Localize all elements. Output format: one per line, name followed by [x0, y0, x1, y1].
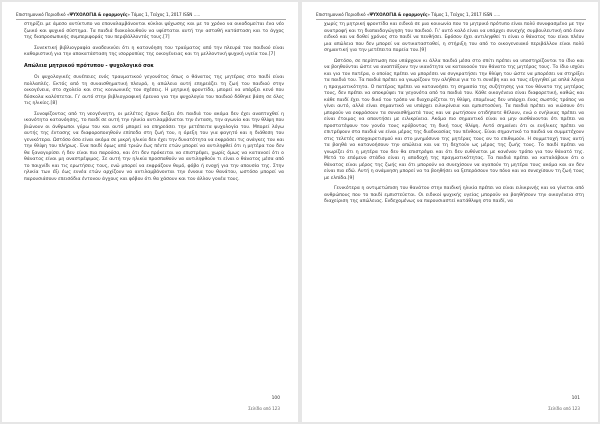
paragraph: χωρίς τη μητρική φροντίδα και ειδικά σε μια κοινωνία που το μητρικό πρότυπο είναι πολύ συνυφασμένο με την ανατροφή και τη διαπαιδαγώγηση του παιδιού. Γι' αυτό καλό είναι να υπάρχει συνεχής συμβουλευτική από έναν ειδικό και να δοθεί χρόνος στο παιδί να πενθήσει. Εφόσον έχει αντιληφθεί τι είναι ο θάνατος του είναι πλέον μια απώλεια που δεν μπορεί να αντικατασταθεί, η στήριξη του από το οικογενειακό περιβάλλον είναι πολύ σημαντική για την μετέπειτα πορεία του.[9]: [324, 22, 584, 53]
document-page-left: [2, 2, 298, 422]
header-rule: [316, 19, 586, 20]
paragraph: στηρίζει με άμεσο αντίκτυπο να επαναλαμβάνονται κύκλοι ψύχωσης και με το χρόνο να οικοδομείται ένα νέο ζωικό και ψυχικό σύστημα. Τα παιδιά διακολουθούν να υφίσταται αυτή την ασταθή κατάσταση και το άγχος της διαπροσωπικής συμπεριφοράς του περιβάλλοντός τους.[7]: [24, 22, 284, 40]
running-header: [316, 12, 588, 17]
page-body: [324, 22, 584, 210]
header-rule: [16, 19, 286, 20]
page-footer: Σελίδα από 123: [548, 406, 580, 411]
document-page-right: [302, 2, 598, 422]
header-prefix: Επιστημονικό Περιοδικό «: [16, 12, 70, 17]
page-footer: Σελίδα από 123: [248, 406, 280, 411]
paragraph: Συνεκτική βιβλιογραφία αναδεικνύει ότι η κατανόηση του τραύματος από την πλευρά του παιδιού είναι καθοριστική για την αποκατάσταση της ισορροπίας της οικογένειας και τη μελλοντική ψυχική υγεία του.[7]: [24, 45, 284, 57]
section-heading: Απώλεια μητρικού πρότυπου - ψυχολογικό σοκ: [24, 62, 154, 69]
paragraph: Γενικότερα η αντιμετώπιση του θανάτου στην παιδική ηλικία πρέπει να είναι ειλικρινής και να γίνεται από ανθρώπους που το παιδί εμπιστεύεται. Οι ειδικοί ψυχικής υγείας μπορούν να βοηθήσουν την οικογένεια στη διαχείριση της απώλειας. Ενδεχομένως να παρουσιαστεί κατάθλιψη στο παιδί, να: [324, 186, 584, 204]
paragraph: Οι ψυχολογικές συνέπειες ενός τραυματικού γεγονότος όπως ο θάνατος της μητέρας στο παιδί είναι πολλαπλές. Εκτός από τη συναισθηματική πλευρά, η απώλεια αυτή επηρεάζει τη ζωή του παιδιού στην οικογένεια, στο σχολείο και στις κοινωνικές του σχέσεις. Η μητρική φροντίδα, μπορεί να υπάρξει κενό που δύσκολα καλύπτεται. Γι' αυτό στην βιβλιογραφική έρευνα για την ψυχολογία του παιδιού δόθηκε βάση σε όλες τις ηλικίες.[8]: [24, 75, 284, 106]
header-prefix: Επιστημονικό Περιοδικό «: [316, 12, 370, 17]
header-suffix: » Τόμος 1, Τεύχος 1, 2017 ISSN …..: [427, 12, 501, 17]
header-suffix: » Τόμος 1, Τεύχος 1, 2017 ISSN …..: [127, 12, 201, 17]
page-number: 100: [271, 396, 280, 401]
page-body: [24, 22, 284, 187]
journal-title: ΨΥΧΟΛΟΓΙΑ & εφαρμογές: [69, 12, 128, 17]
paragraph: Συνοψίζοντας από τη νεογέννητη, οι μελέτες έχουν δείξει ότι παιδιά του ακόμα δεν έχει αναπτυχθεί η ικανότητα κατανόησης, το παιδί σε αυτή την ηλικία αντιλαμβάνεται την ένταση, την αγωνία και την θλίψη που βιώνουν οι άνθρωποι γύρω του και αυτό μπορεί να επηρεάσει την μετέπειτα ψυχολογία του. Μπορεί λόγω αυτής της έντασης να διαφοροποιηθούν επίπεδα στη ζωή του, η όρεξη του για φαγητό και η διάθεση του γενικότερα. Ωστόσο όσο είναι ακόμα σε μικρή ηλικία δεν έχει την δυνατότητα να εκφράσει τις ανάγκες του και την θλίψη του πλήρως. Ένα παιδί όμως από τριών έως πέντε ετών μπορεί να αντιληφθεί ότι η μητέρα του δεν θα ξαναγυρίσει ή δεν είναι πια παρούσα, και ότι δεν πρόκειται να επιστρέψει, χωρίς όμως να κατανοεί ότι ο θάνατος είναι μη αναστρέψιμος. Σε αυτή την ηλικία προσπαθούν να αντιληφθούν τι είναι ο θάνατος μέσα από το παιχνίδι και τις ερωτήσεις τους, ενώ μπορεί να εκφράζουν θυμό, φόβο ή ενοχή για την απουσία της. Στην ηλικία των έξι έως εννέα ετών αρχίζουν να αντιλαμβάνονται την έννοια του θανάτου, ωστόσο μπορεί να παρουσιάσουν επεισόδια έντονου άγχους και φόβου ότι θα χάσουν και τον άλλον γονέα τους.: [24, 111, 284, 182]
journal-title: ΨΥΧΟΛΟΓΙΑ & εφαρμογές: [369, 12, 428, 17]
running-header: [16, 12, 288, 17]
page-number: 101: [571, 396, 580, 401]
paragraph: Ωστόσο, σε περίπτωση που υπάρχουν κι άλλα παιδιά μέσα στο σπίτι πρέπει να υποστηρίζονται το ίδιο και να βοηθούνται ώστε να αναπτύξουν την ικανότητα να κατανοούν τον θάνατο της μητέρας τους. Το ίδιο ισχύει και για τον πατέρα, ο οποίος πρέπει να μπορέσει να συγκρατήσει την θλίψη του ώστε να μπορέσει να στηρίξει τα παιδιά του. Τα παιδιά πρέπει να γνωρίζουν την αλήθεια για το τι συνέβη και να τους εξηγηθεί με απλά λόγια η πραγματικότητα. Ο πατέρας πρέπει να κατανοήσει τη σημασία της συζήτησης για τον θάνατο της μητέρας τους, δεν πρέπει να αποκρύψει τα γεγονότα από τα παιδιά του. Κάθε οικογένεια είναι διαφορετική, καθώς και κάθε παιδί έχει τον δικό του τρόπο να διαχειρίζεται τη θλίψη, επομένως δεν υπάρχει ένας σωστός τρόπος να γίνει αυτό, αλλά είναι σημαντικό να υπάρχει ειλικρίνεια και εμπιστοσύνη. Τα παιδιά πρέπει να νιώσουν ότι μπορούν να εκφράσουν τα συναισθήματά τους και να ρωτήσουν οτιδήποτε θέλουν, ενώ ο ενήλικας πρέπει να είναι έτοιμος να απαντήσει με ειλικρίνεια. Ακόμα πιο σημαντικό είναι να μην αισθάνονται ότι πρέπει να προστατέψουν τον γονέα τους κρύβοντας τη δική τους θλίψη. Αυτό σημαίνει ότι οι ενήλικες πρέπει να επιτρέψουν στα παιδιά να είναι μέρος της διαδικασίας του πένθους. Είναι σημαντικό τα παιδιά να συμμετέχουν στις τελετές αποχαιρετισμού και στο μνημόσυνο της μητέρας τους αν το επιθυμούν. Η συμμετοχή τους αυτή τα βοηθά να κατανοήσουν την απώλεια και να τη δεχτούν ως μέρος της ζωής τους. Το παιδί πρέπει να γνωρίζει ότι η μητέρα του δεν θα επιστρέψει και ότι δεν ευθύνεται με κανέναν τρόπο για τον θάνατό της. Μετά το επόμενο στάδιο είναι η αποδοχή της πραγματικότητας. Τα παιδιά πρέπει να καταλάβουν ότι ο θάνατος είναι μέρος της ζωής και ότι μπορούν να συνεχίσουν να αγαπούν τη μητέρα τους ακόμα και αν δεν είναι πια εδώ. Αυτή η ανάμνηση μπορεί να τα βοηθήσει να ξεπεράσουν τον πόνο και να συνεχίσουν τη ζωή τους με ελπίδα.[9]: [324, 58, 584, 181]
